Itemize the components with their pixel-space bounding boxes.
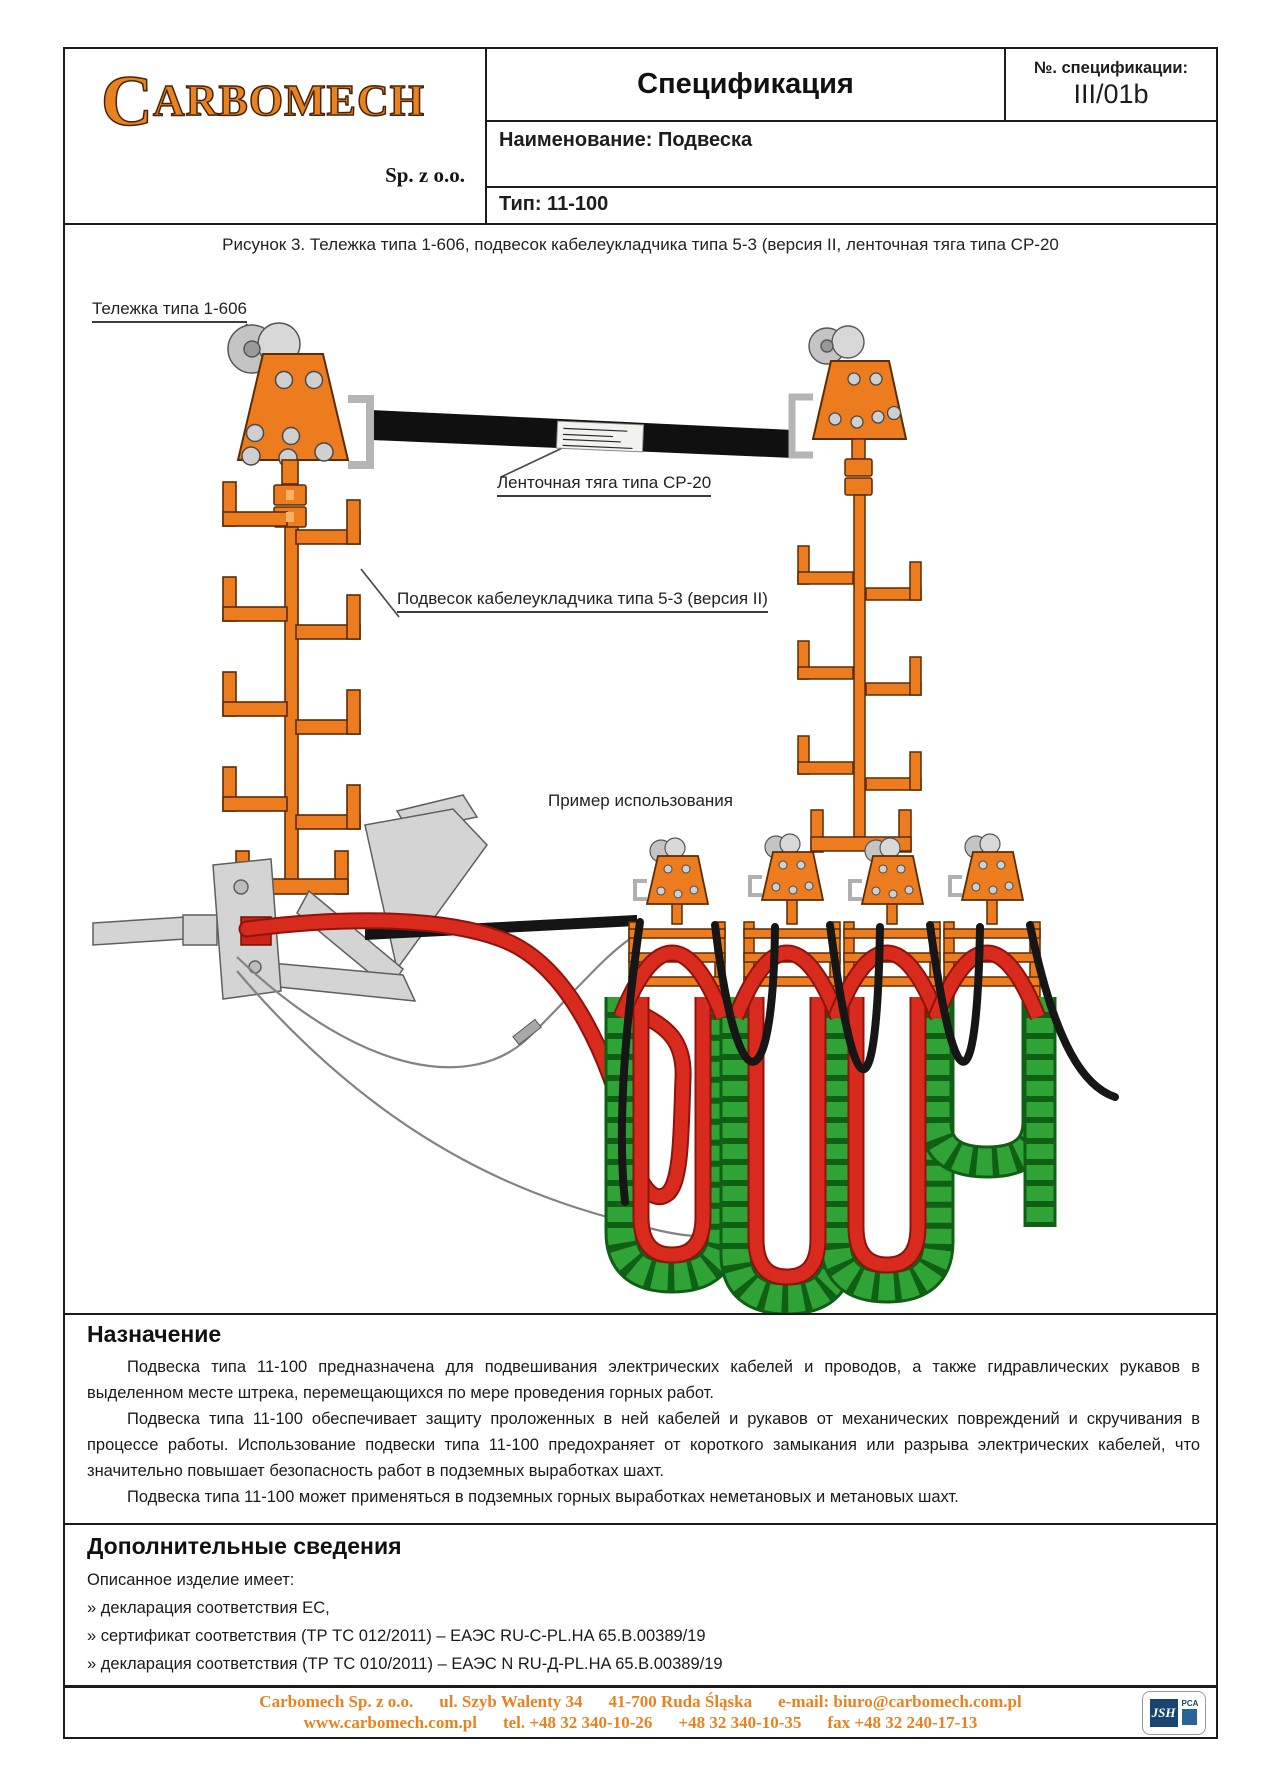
figure-section — [65, 223, 1216, 1313]
purpose-paragraph: Подвеска типа 11-100 может применяться в подземных горных выработках неметановых и метановых шахт. — [127, 1488, 959, 1506]
spec-number-label: №. спецификации: — [1033, 59, 1189, 77]
pca-block — [1182, 1709, 1197, 1725]
logo-cell — [65, 49, 487, 223]
footer-phone-1: tel. +48 32 340-10-26 — [502, 1713, 653, 1732]
footer-company: Carbomech Sp. z o.o. — [259, 1692, 414, 1711]
additional-item: » сертификат соответствия (ТР ТС 012/2011) – ЕАЭС RU-C-PL.HA 65.В.00389/19 — [87, 1627, 706, 1645]
logo-initial: C — [101, 61, 153, 141]
shackle — [348, 399, 370, 465]
jsh-logo: JSH — [1150, 1699, 1178, 1727]
additional-intro: Описанное изделие имеет: — [87, 1571, 295, 1589]
additional-item: » декларация соответствия ЕС, — [87, 1599, 330, 1617]
purpose-paragraph: Подвеска типа 11-100 предназначена для подвешивания электрических кабелей и проводов, а также гидравлических рукавов в выделенном месте штрека, перемещающихся по мере проведения горных работ. — [87, 1358, 1200, 1402]
shackle — [792, 397, 813, 455]
spec-number-value: III/01b — [1073, 79, 1149, 109]
nuts — [286, 490, 294, 522]
logo-text: ARBOMECH — [153, 76, 425, 125]
name-row: Наименование: Подвеска — [487, 120, 1216, 186]
hanger-left — [223, 460, 360, 894]
purpose-section — [65, 1313, 1216, 1523]
header-row-title — [487, 49, 1216, 120]
band-tag — [556, 421, 643, 452]
spec-number-cell — [1006, 49, 1216, 120]
certification-badge — [1142, 1691, 1206, 1735]
example-drawing — [93, 795, 1115, 1299]
additional-heading: Дополнительные сведения — [87, 1533, 402, 1559]
purpose-heading: Назначение — [87, 1321, 222, 1347]
label-hanger: Подвесок кабелеукладчика типа 5-3 (версия II) — [397, 589, 768, 613]
pca-mark — [1182, 1700, 1199, 1725]
figure-drawing — [65, 227, 1216, 1313]
header-right — [487, 49, 1216, 223]
footer-email: e-mail: biuro@carbomech.com.pl — [778, 1692, 1022, 1711]
trolley-right — [792, 326, 921, 852]
footer-city: 41-700 Ruda Śląska — [608, 1692, 753, 1711]
footer-website: www.carbomech.com.pl — [303, 1713, 477, 1732]
mini-trolley-4 — [950, 834, 1023, 900]
footer-line-2 — [304, 1713, 978, 1733]
purpose-paragraph: Подвеска типа 11-100 обеспечивает защиту проложенных в ней кабелей и рукавов от механических повреждений и скручивания в процессе работы. Использование подвески типа 11-100 предохраняет от короткого замыкания или разрыва электрических кабелей, что значительно повышает безопасность работ в подземных выработках шахт. — [87, 1410, 1200, 1480]
label-trolley: Тележка типа 1-606 — [92, 299, 247, 323]
footer — [65, 1685, 1216, 1737]
footer-line-1 — [259, 1692, 1021, 1712]
band-cp20 — [371, 410, 793, 458]
footer-address: ul. Szyb Walenty 34 — [439, 1692, 583, 1711]
pca-label: PCA — [1181, 1699, 1199, 1708]
company-logo — [101, 61, 425, 141]
additional-item: » декларация соответствия (ТР ТС 010/2011) – ЕАЭС N RU-Д-PL.HA 65.В.00389/19 — [87, 1655, 723, 1673]
figure-caption: Рисунок 3. Тележка типа 1-606, подвесок кабелеукладчика типа 5-3 (версия II, ленточная тяга типа СР-20 — [222, 235, 1059, 254]
header — [65, 49, 1216, 223]
label-band: Ленточная тяга типа СР-20 — [497, 473, 711, 497]
document-frame — [63, 47, 1218, 1739]
example-caption: Пример использования — [548, 791, 733, 810]
footer-fax: fax +48 32 240-17-13 — [827, 1713, 978, 1732]
mini-trolley-1 — [635, 838, 708, 904]
title-cell — [487, 49, 1006, 120]
additional-section — [65, 1523, 1216, 1685]
logo-subtitle: Sp. z o.o. — [385, 163, 465, 187]
turnbuckle — [513, 1019, 541, 1044]
page-title: Спецификация — [637, 68, 854, 100]
footer-phone-2: +48 32 340-10-35 — [678, 1713, 802, 1732]
type-row: Тип: 11-100 — [487, 186, 1216, 223]
